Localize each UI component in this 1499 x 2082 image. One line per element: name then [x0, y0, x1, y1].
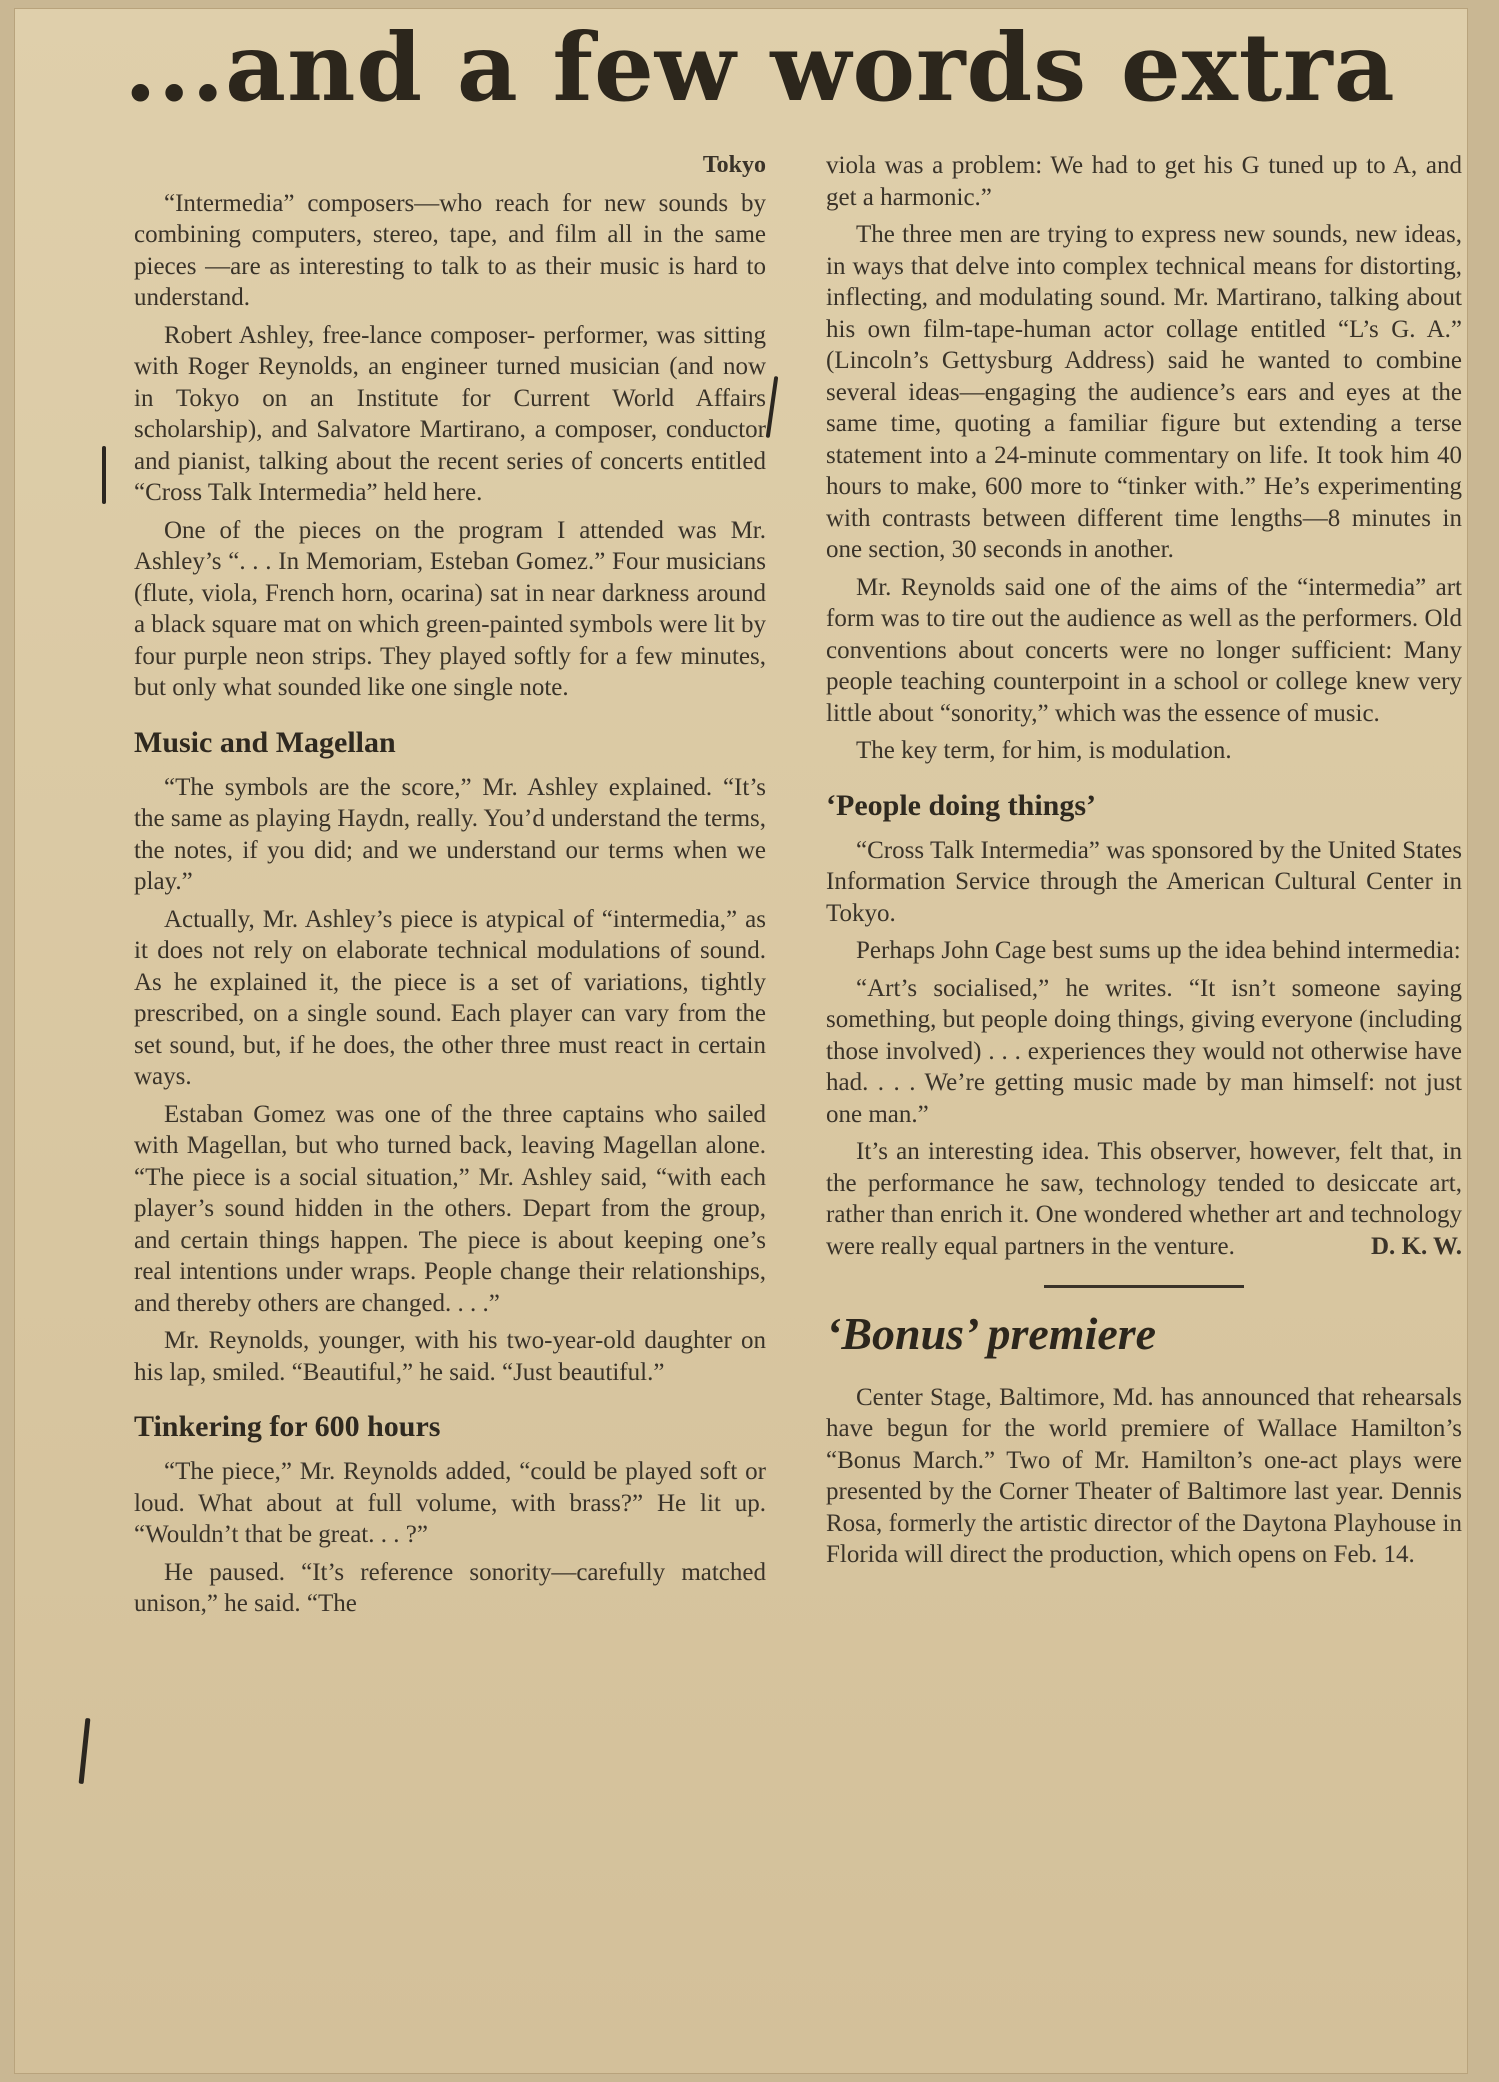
- article-paragraph: “The piece,” Mr. Reynolds added, “could be played soft or loud. What about at full volume, with brass?” He lit up. “Wouldn’t that be great. . . ?”: [134, 1458, 766, 1548]
- article-paragraph: The key term, for him, is modulation.: [856, 737, 1232, 764]
- article-paragraph: “The symbols are the score,” Mr. Ashley explained. “It’s the same as playing Haydn, really. You’d understand the terms, the notes, if you did; and we understand our terms when we play.”: [134, 773, 766, 895]
- article-paragraph: Mr. Reynolds, younger, with his two-year-old daughter on his lap, smiled. “Beautiful,” he said. “Just beautiful.”: [134, 1327, 766, 1386]
- margin-mark: [79, 1718, 91, 1784]
- article-paragraph: It’s an interesting idea. This observer, however, felt that, in the performance he saw, technology tended to desiccate art, rather than enrich it. One wondered whether art and technology were really equal partners in the venture.: [826, 1138, 1462, 1260]
- article-paragraph: “Intermedia” composers—who reach for new sounds by combining computers, stereo, tape, and film all in the same pieces —are as interesting to talk to as their music is hard to understand.: [134, 189, 766, 311]
- article-paragraph: Estaban Gomez was one of the three captains who sailed with Magellan, but who turned back, leaving Magellan alone. “The piece is a social situation,” Mr. Ashley said, “with each player’s sound hidden in the others. Depart from the group, and certain things happen. The piece is about keeping one’s real intentions under wraps. People change their relationships, and thereby others are changed. . . .”: [134, 1100, 766, 1317]
- dateline: Tokyo: [702, 152, 766, 178]
- bonus-paragraph: Center Stage, Baltimore, Md. has announced that rehearsals have begun for the world premiere of Wallace Hamilton’s “Bonus March.” Two of Mr. Hamilton’s one-act plays were presented by the Corner Theater of Baltimore last year. Dennis Rosa, formerly the artistic director of the Daytona Playhouse in Florida will direct the production, which opens on Feb. 14.: [826, 1383, 1462, 1568]
- section-subhead: Music and Magellan: [134, 725, 396, 759]
- bonus-headline: ‘Bonus’ premiere: [826, 1307, 1157, 1359]
- article-paragraph: He paused. “It’s reference sonority—carefully matched unison,” he said. “The: [134, 1558, 766, 1617]
- author-signature: D. K. W.: [1370, 1233, 1462, 1260]
- article-paragraph: “Cross Talk Intermedia” was sponsored by the United States Information Service through the American Cultural Center in Tokyo.: [826, 836, 1462, 927]
- article-paragraph: “Art’s socialised,” he writes. “It isn’t someone saying something, but people doing things, giving everyone (including those involved) . . . experiences they would not otherwise have had. . . . We’re getting music made by man himself: not just one man.”: [826, 974, 1462, 1128]
- article-paragraph: viola was a problem: We had to get his G tuned up to A, and get a harmonic.”: [826, 152, 1462, 211]
- newspaper-clipping: [14, 8, 1468, 2074]
- article-paragraph: Robert Ashley, free-lance composer- performer, was sitting with Roger Reynolds, an engineer turned musician (and now in Tokyo on an Institute for Current World Affairs scholarship), and Salvatore Martirano, a composer, conductor and pianist, talking about the recent series of concerts entitled “Cross Talk Intermedia” held here.: [134, 321, 766, 506]
- article-paragraph: One of the pieces on the program I attended was Mr. Ashley’s “. . . In Memoriam, Esteban Gomez.” Four musicians (flute, viola, French horn, ocarina) sat in near darkness around a black square mat on which green-painted symbols were lit by four purple neon strips. They played softly for a few minutes, but only what sounded like one single note.: [134, 516, 766, 701]
- right-column: [826, 150, 1462, 1571]
- margin-mark: [766, 376, 779, 438]
- right-column-body: [826, 150, 1462, 1263]
- left-column-body: [134, 188, 766, 1620]
- article-paragraph: The three men are trying to express new sounds, new ideas, in ways that delve into complex technical means for distorting, inflecting, and modulating sound. Mr. Martirano, talking about his own film-tape-human actor collage entitled “L’s G. A.” (Lincoln’s Gettysburg Address) said he wanted to combine several ideas—engaging the audience’s ears and eyes at the same time, quoting a familiar figure but extending a terse statement into a 24-minute commentary on life. It took him 40 hours to make, 600 more to “tinker with.” He’s experimenting with contrasts between different time lengths—8 minutes in one section, 30 seconds in another.: [826, 221, 1462, 563]
- section-subhead: Tinkering for 600 hours: [134, 1410, 441, 1443]
- left-column: [134, 150, 766, 1620]
- article-paragraph: Perhaps John Cage best sums up the idea behind intermedia:: [856, 937, 1461, 964]
- article-paragraph: Actually, Mr. Ashley’s piece is atypical of “intermedia,” as it does not rely on elaborate technical modulations of sound. As he explained it, the piece is a set of variations, tightly prescribed, on a single sound. Each player can vary from the set sound, but, if he does, the other three must react in certain ways.: [134, 905, 766, 1090]
- section-subhead: ‘People doing things’: [826, 788, 1097, 822]
- article-headline: ...and a few words extra: [124, 13, 1396, 123]
- section-divider: [1044, 1285, 1244, 1288]
- article-paragraph: Mr. Reynolds said one of the aims of the “intermedia” art form was to tire out the audience as well as the performers. Old conventions about concerts were no longer sufficient: Many people teaching counterpoint in a school or college knew very little about “sonority,” which was the essence of music.: [826, 573, 1462, 727]
- margin-mark: [102, 446, 106, 504]
